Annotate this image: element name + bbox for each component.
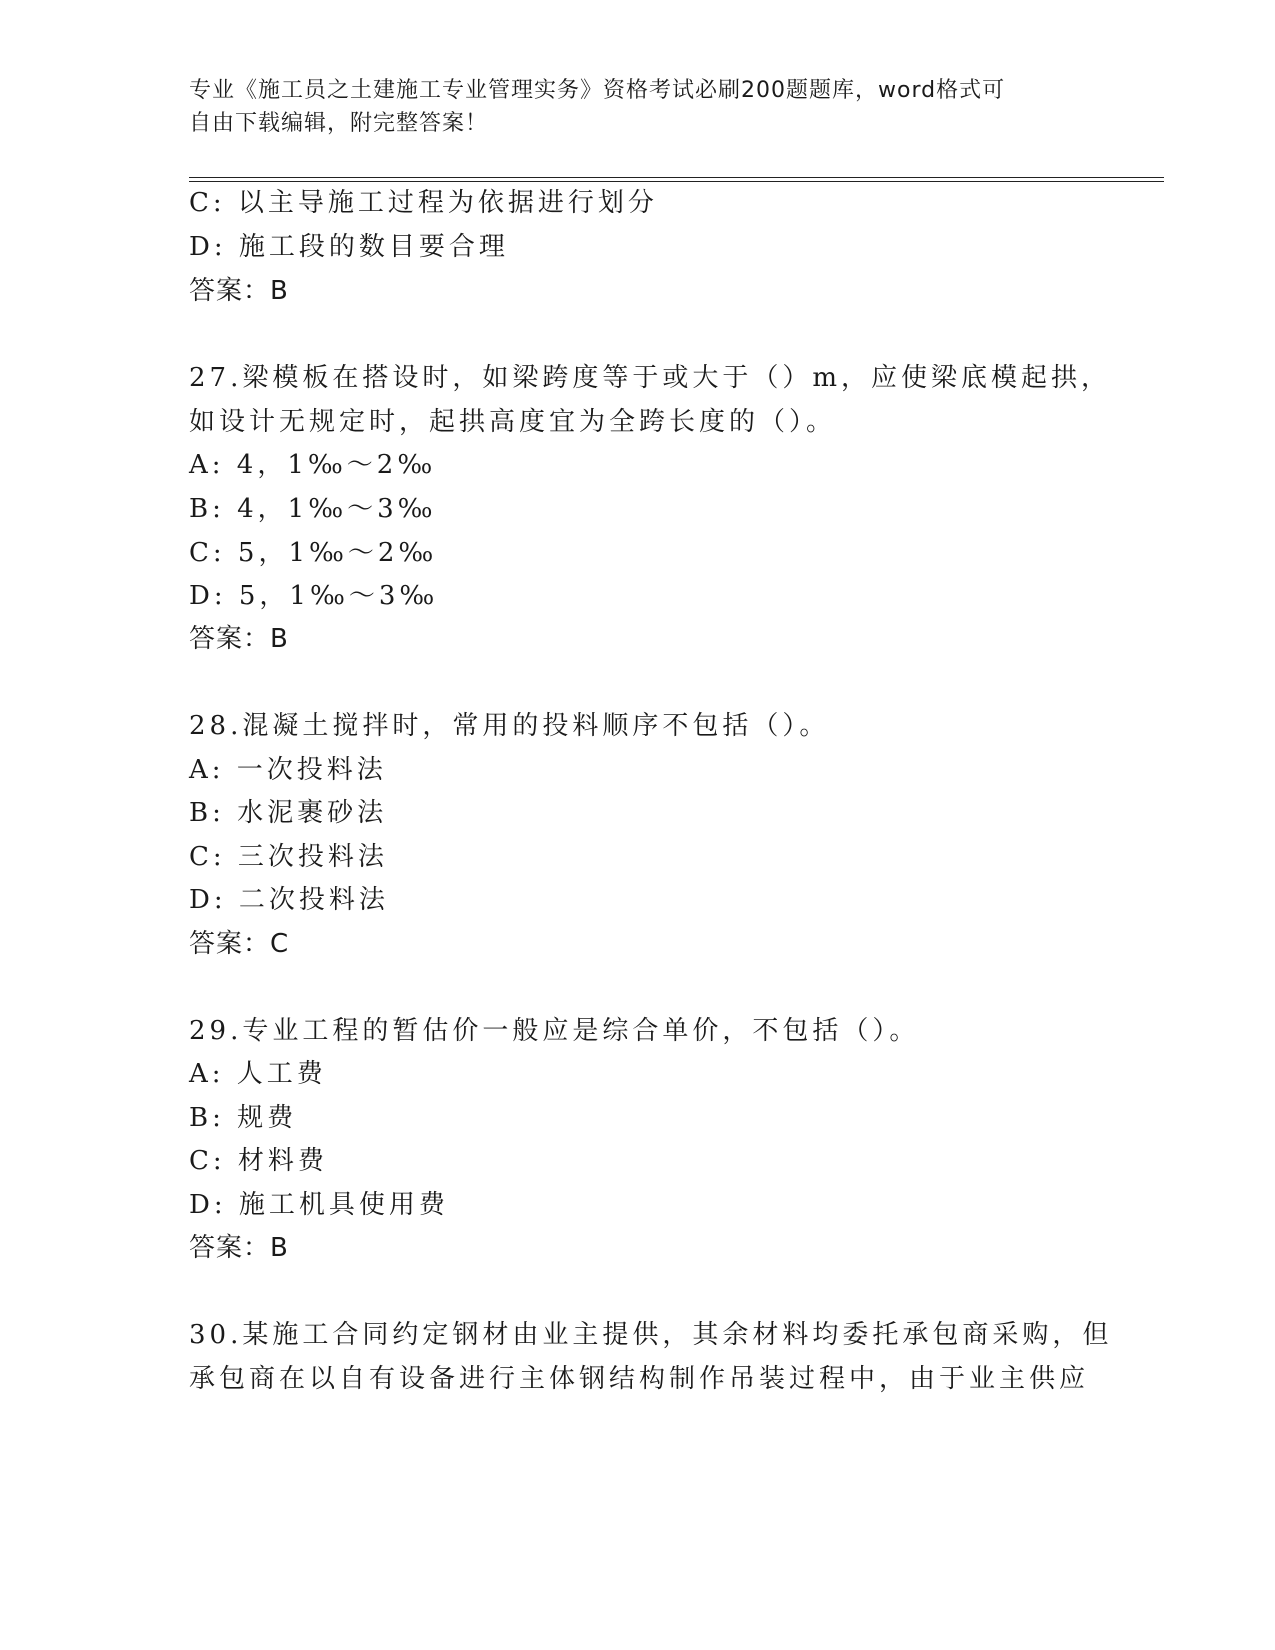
option-d: D: 5，1‰～3‰ [189,581,439,611]
answer-line: 答案：C [189,929,290,959]
question-27-line-1: 27.梁模板在搭设时，如梁跨度等于或大于（）m，应使梁底模起拱， [189,363,1112,393]
answer-line: 答案：B [189,276,289,306]
header-line-2: 自由下载编辑，附完整答案！ [189,111,489,136]
question-30-line-2: 承包商在以自有设备进行主体钢结构制作吊装过程中，由于业主供应 [189,1364,1090,1394]
option-c: C: 5，1‰～2‰ [189,538,438,568]
question-30-line-1: 30.某施工合同约定钢材由业主提供，其余材料均委托承包商采购，但 [189,1320,1113,1350]
option-a: A: 4，1‰～2‰ [189,450,437,480]
answer-line: 答案：B [189,624,289,654]
question-28: 28.混凝土搅拌时，常用的投料顺序不包括（）。 [189,711,830,741]
option-a: A: 一次投料法 [189,755,387,785]
option-c: C: 三次投料法 [189,842,388,872]
option-d: D: 施工段的数目要合理 [189,232,509,262]
question-29: 29.专业工程的暂估价一般应是综合单价，不包括（）。 [189,1016,920,1046]
header-divider [189,177,1164,182]
question-27-line-2: 如设计无规定时，起拱高度宜为全跨长度的（）。 [189,407,837,437]
answer-line: 答案：B [189,1233,289,1263]
option-b: B: 水泥裹砂法 [189,798,388,828]
option-b: B: 4，1‰～3‰ [189,494,437,524]
option-d: D: 施工机具使用费 [189,1190,449,1220]
option-c: C: 材料费 [189,1146,328,1176]
option-b: B: 规费 [189,1103,298,1133]
option-a: A: 人工费 [189,1059,327,1089]
document-header [189,74,1089,140]
header-line-1: 专业《施工员之土建施工专业管理实务》资格考试必刷200题题库，word格式可 [189,78,1006,103]
option-c: C: 以主导施工过程为依据进行划分 [189,188,658,218]
option-d: D: 二次投料法 [189,885,389,915]
